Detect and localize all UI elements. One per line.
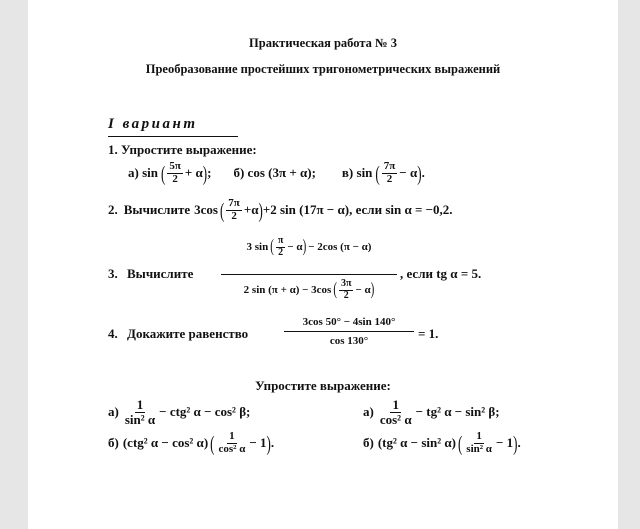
left-b-end: . bbox=[270, 435, 275, 451]
left-a-tail: − ctg² α − cos² β; bbox=[159, 404, 251, 420]
task1-prompt: Упростите выражение: bbox=[121, 142, 257, 157]
right-b-label: б) bbox=[363, 435, 374, 451]
right-b-head: (tg² α − sin² α) bbox=[377, 435, 456, 451]
right-paren: ) bbox=[370, 279, 375, 299]
task1-c-end: . bbox=[421, 165, 425, 181]
fraction-numerator: π bbox=[277, 235, 284, 246]
task4-fraction-bar bbox=[284, 331, 414, 332]
right-a-fraction bbox=[378, 398, 414, 426]
section2-heading: Упростите выражение: bbox=[255, 378, 391, 393]
fraction-numerator: 7π bbox=[383, 160, 396, 172]
left-paren: ( bbox=[375, 161, 380, 186]
task2-fraction bbox=[226, 198, 242, 222]
task2 bbox=[108, 198, 453, 222]
left-paren: ( bbox=[270, 236, 274, 256]
document-page bbox=[28, 0, 618, 529]
task1-a-tail: + α bbox=[184, 165, 203, 181]
variant-heading: I вариант bbox=[108, 116, 198, 132]
task2-prompt: Вычислите bbox=[123, 202, 191, 218]
fraction-denominator: 2 bbox=[343, 289, 349, 301]
left-b-fraction bbox=[217, 431, 248, 455]
task4-result: = 1. bbox=[418, 326, 439, 341]
task1-b-label: б) cos (3π + α); bbox=[233, 165, 316, 181]
task4-denominator: cos 130° bbox=[329, 335, 369, 347]
task1-number: 1. bbox=[108, 142, 118, 157]
task4-prompt: Докажите равенство bbox=[127, 326, 249, 341]
task1-a-fraction bbox=[167, 161, 183, 185]
right-b-fraction bbox=[464, 431, 494, 455]
task4-label bbox=[108, 326, 248, 342]
task2-number: 2. bbox=[108, 202, 118, 218]
right-paren: ) bbox=[258, 198, 263, 223]
fraction-denominator: 2 bbox=[172, 172, 178, 185]
task2-coef: 3cos bbox=[194, 202, 218, 218]
right-paren: ) bbox=[417, 161, 422, 186]
fraction-numerator: 1 bbox=[229, 430, 235, 442]
fraction-denominator: 2 bbox=[231, 209, 237, 222]
task3-numer-in: − α bbox=[287, 241, 303, 253]
task1-heading bbox=[108, 142, 257, 158]
fraction-denominator: cos² α bbox=[218, 442, 246, 455]
fraction-numerator: 5π bbox=[169, 160, 181, 172]
right-a-label: а) bbox=[363, 404, 374, 420]
task3-denominator bbox=[216, 279, 402, 301]
right-paren: ) bbox=[202, 161, 208, 186]
task3-prompt: Вычислите bbox=[127, 266, 194, 281]
task2-tail: +α bbox=[243, 202, 259, 218]
task3-fraction-bar bbox=[221, 274, 397, 275]
task3-numer-fraction bbox=[276, 236, 285, 258]
task3-denom-a: 2 sin (π + α) − 3cos bbox=[243, 284, 332, 296]
page-subtitle: Преобразование простейших тригонометрических выражений bbox=[145, 62, 501, 76]
task3-denom-in: − α bbox=[355, 284, 371, 296]
fraction-numerator: 1 bbox=[136, 397, 144, 412]
fraction-numerator: 1 bbox=[476, 430, 482, 442]
fraction-denominator: sin² α bbox=[466, 442, 492, 455]
fraction-denominator: 2 bbox=[386, 172, 393, 185]
right-item-b bbox=[363, 431, 521, 455]
right-paren: ) bbox=[513, 431, 518, 456]
left-b-head: (ctg² α − cos² α) bbox=[122, 435, 209, 451]
left-item-b bbox=[108, 431, 274, 455]
left-b-tail: − 1 bbox=[249, 435, 267, 451]
task3-condition: , если tg α = 5. bbox=[400, 266, 482, 281]
task2-rest: +2 sin (17π − α), если sin α = −0,2. bbox=[262, 202, 453, 218]
task1-c-label: в) sin bbox=[341, 165, 373, 181]
task3-denom-fraction bbox=[339, 279, 353, 301]
left-b-label: б) bbox=[108, 435, 119, 451]
task3-numer-a: 3 sin bbox=[246, 241, 269, 253]
right-item-a bbox=[363, 398, 500, 426]
left-paren: ( bbox=[160, 161, 166, 186]
task1-a-end: ; bbox=[207, 165, 212, 181]
fraction-numerator: 1 bbox=[392, 397, 399, 412]
task4-number: 4. bbox=[108, 326, 118, 341]
right-b-end: . bbox=[517, 435, 521, 451]
task3-number: 3. bbox=[108, 266, 118, 281]
fraction-numerator: 3π bbox=[341, 278, 352, 289]
task1-a-label: а) sin bbox=[128, 165, 158, 181]
fraction-numerator: 7π bbox=[228, 197, 240, 209]
task3-numerator bbox=[221, 236, 397, 258]
left-paren: ( bbox=[333, 279, 337, 299]
task1-items bbox=[128, 161, 425, 185]
fraction-denominator: sin² α bbox=[124, 411, 156, 427]
task4-numerator: 3cos 50° − 4sin 140° bbox=[302, 316, 396, 328]
task3-numer-b: − 2cos (π − α) bbox=[308, 241, 372, 253]
left-item-a bbox=[108, 398, 250, 426]
task1-c-tail: − α bbox=[399, 165, 418, 181]
left-paren: ( bbox=[219, 198, 225, 223]
variant-underline bbox=[108, 136, 238, 137]
page-title: Практическая работа № 3 bbox=[249, 36, 397, 50]
task1-c-fraction bbox=[382, 161, 398, 185]
fraction-denominator: 2 bbox=[278, 246, 284, 258]
left-a-label: а) bbox=[108, 404, 119, 420]
left-a-fraction bbox=[123, 398, 157, 426]
right-b-tail: − 1 bbox=[495, 435, 514, 451]
left-paren: ( bbox=[457, 431, 463, 456]
task3-label bbox=[108, 266, 193, 282]
right-paren: ) bbox=[302, 236, 307, 256]
right-a-tail: − tg² α − sin² β; bbox=[415, 404, 500, 420]
left-paren: ( bbox=[210, 431, 215, 456]
right-paren: ) bbox=[266, 431, 271, 456]
fraction-denominator: cos² α bbox=[379, 411, 412, 427]
